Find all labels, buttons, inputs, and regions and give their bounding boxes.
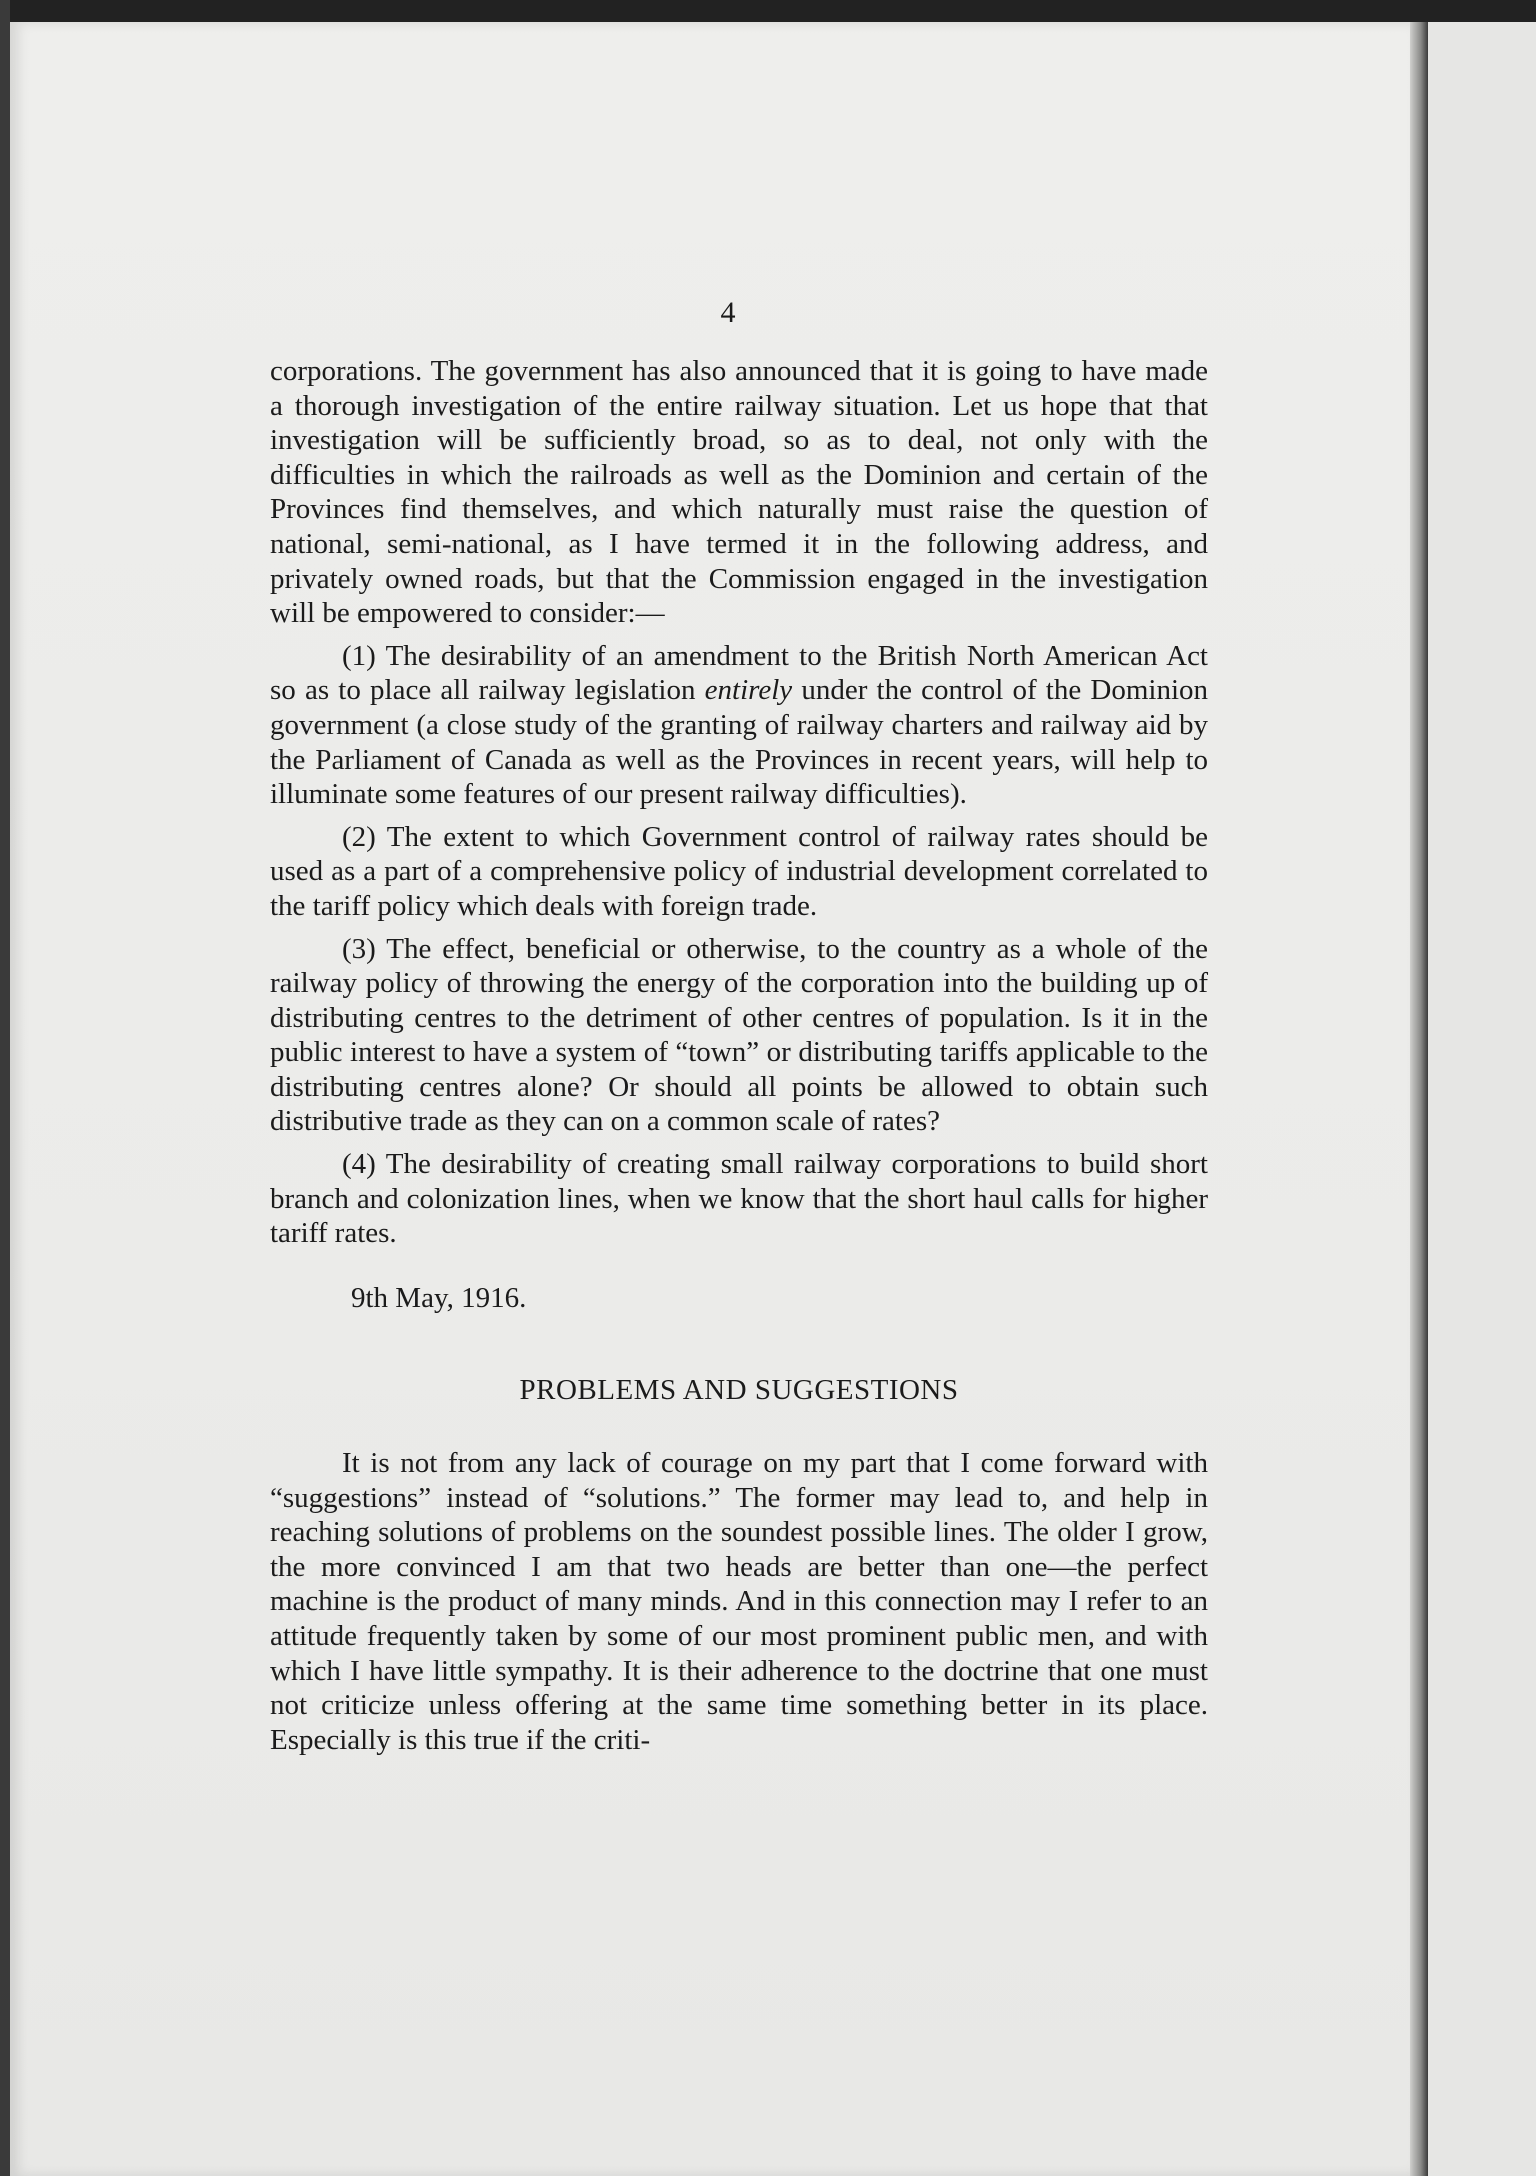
item-number: (3) — [342, 932, 376, 965]
item-text: The desirability of creating small railway corporations to build short branch and colonization lines, when we know that the short haul calls for higher tariff rates. — [270, 1148, 1208, 1250]
item-number: (4) — [342, 1148, 376, 1181]
scan-border-top — [0, 0, 1536, 24]
item-number: (1) — [342, 639, 376, 672]
item-text-after: under the control of the Dominion government (a close study of the granting of railway charters and railway aid by the Parliament of Canada as well as the Provinces in recent years, will help to illuminate some features of our present railway difficulties). — [270, 674, 1209, 811]
list-item-4 — [270, 1147, 1208, 1251]
scan-border-left — [0, 0, 10, 2176]
item-text: The extent to which Government control of railway rates should be used as a part of a comprehensive policy of industrial development correlated to the tariff policy which deals with foreign trade. — [270, 820, 1208, 922]
item-text: The effect, beneficial or otherwise, to the country as a whole of the railway policy of throwing the energy of the corporation into the building up of distributing centres to the detriment of other centres of population. Is it in the public interest to have a system of “town” or distributing tariffs applicable to the distributing centres alone? Or should all points be allowed to obtain such distributive trade as they can on a common scale of rates? — [270, 932, 1208, 1138]
book-gutter — [1410, 22, 1428, 2176]
opening-paragraph: corporations. The government has also announced that it is going to have made a thorough investigation of the entire railway situation. Let us hope that that investigation will be sufficiently broad, so as to deal, not only with the difficulties in which the railroads as well as the Dominion and certain of the Provinces find themselves, and which naturally must raise the question of national, semi-national, as I have termed it in the following address, and privately owned roads, but that the Commission engaged in the investigation will be empowered to consider:— — [270, 355, 1208, 630]
item-number: (2) — [342, 820, 376, 853]
page-number: 4 — [720, 296, 736, 329]
list-item-3 — [270, 932, 1208, 1140]
section-heading: PROBLEMS AND SUGGESTIONS — [519, 1374, 959, 1407]
closing-paragraph: It is not from any lack of courage on my part that I come forward with “suggestions” instead of “solutions.” The former may lead to, and help in reaching solutions of problems on the soundest possible lines. The older I grow, the more convinced I am that two heads are better than one—the perfect machine is the product of many minds. And in this connection may I refer to an attitude frequently taken by some of our most prominent public men, and with which I have little sympathy. It is their adherence to the doctrine that one must not criticize unless offering at the same time something better in its place. Especially is this true if the criti- — [270, 1447, 1208, 1756]
item-emphasis: entirely — [704, 674, 793, 707]
item-text-before: The desirability of an amendment to the British North American Act so as to place all railway legislation — [270, 639, 1208, 707]
page-body — [270, 290, 1208, 1765]
dateline: 9th May, 1916. — [351, 1281, 527, 1314]
list-item-1 — [270, 639, 1208, 812]
list-item-2 — [270, 820, 1208, 924]
facing-page-edge — [1428, 22, 1536, 2176]
